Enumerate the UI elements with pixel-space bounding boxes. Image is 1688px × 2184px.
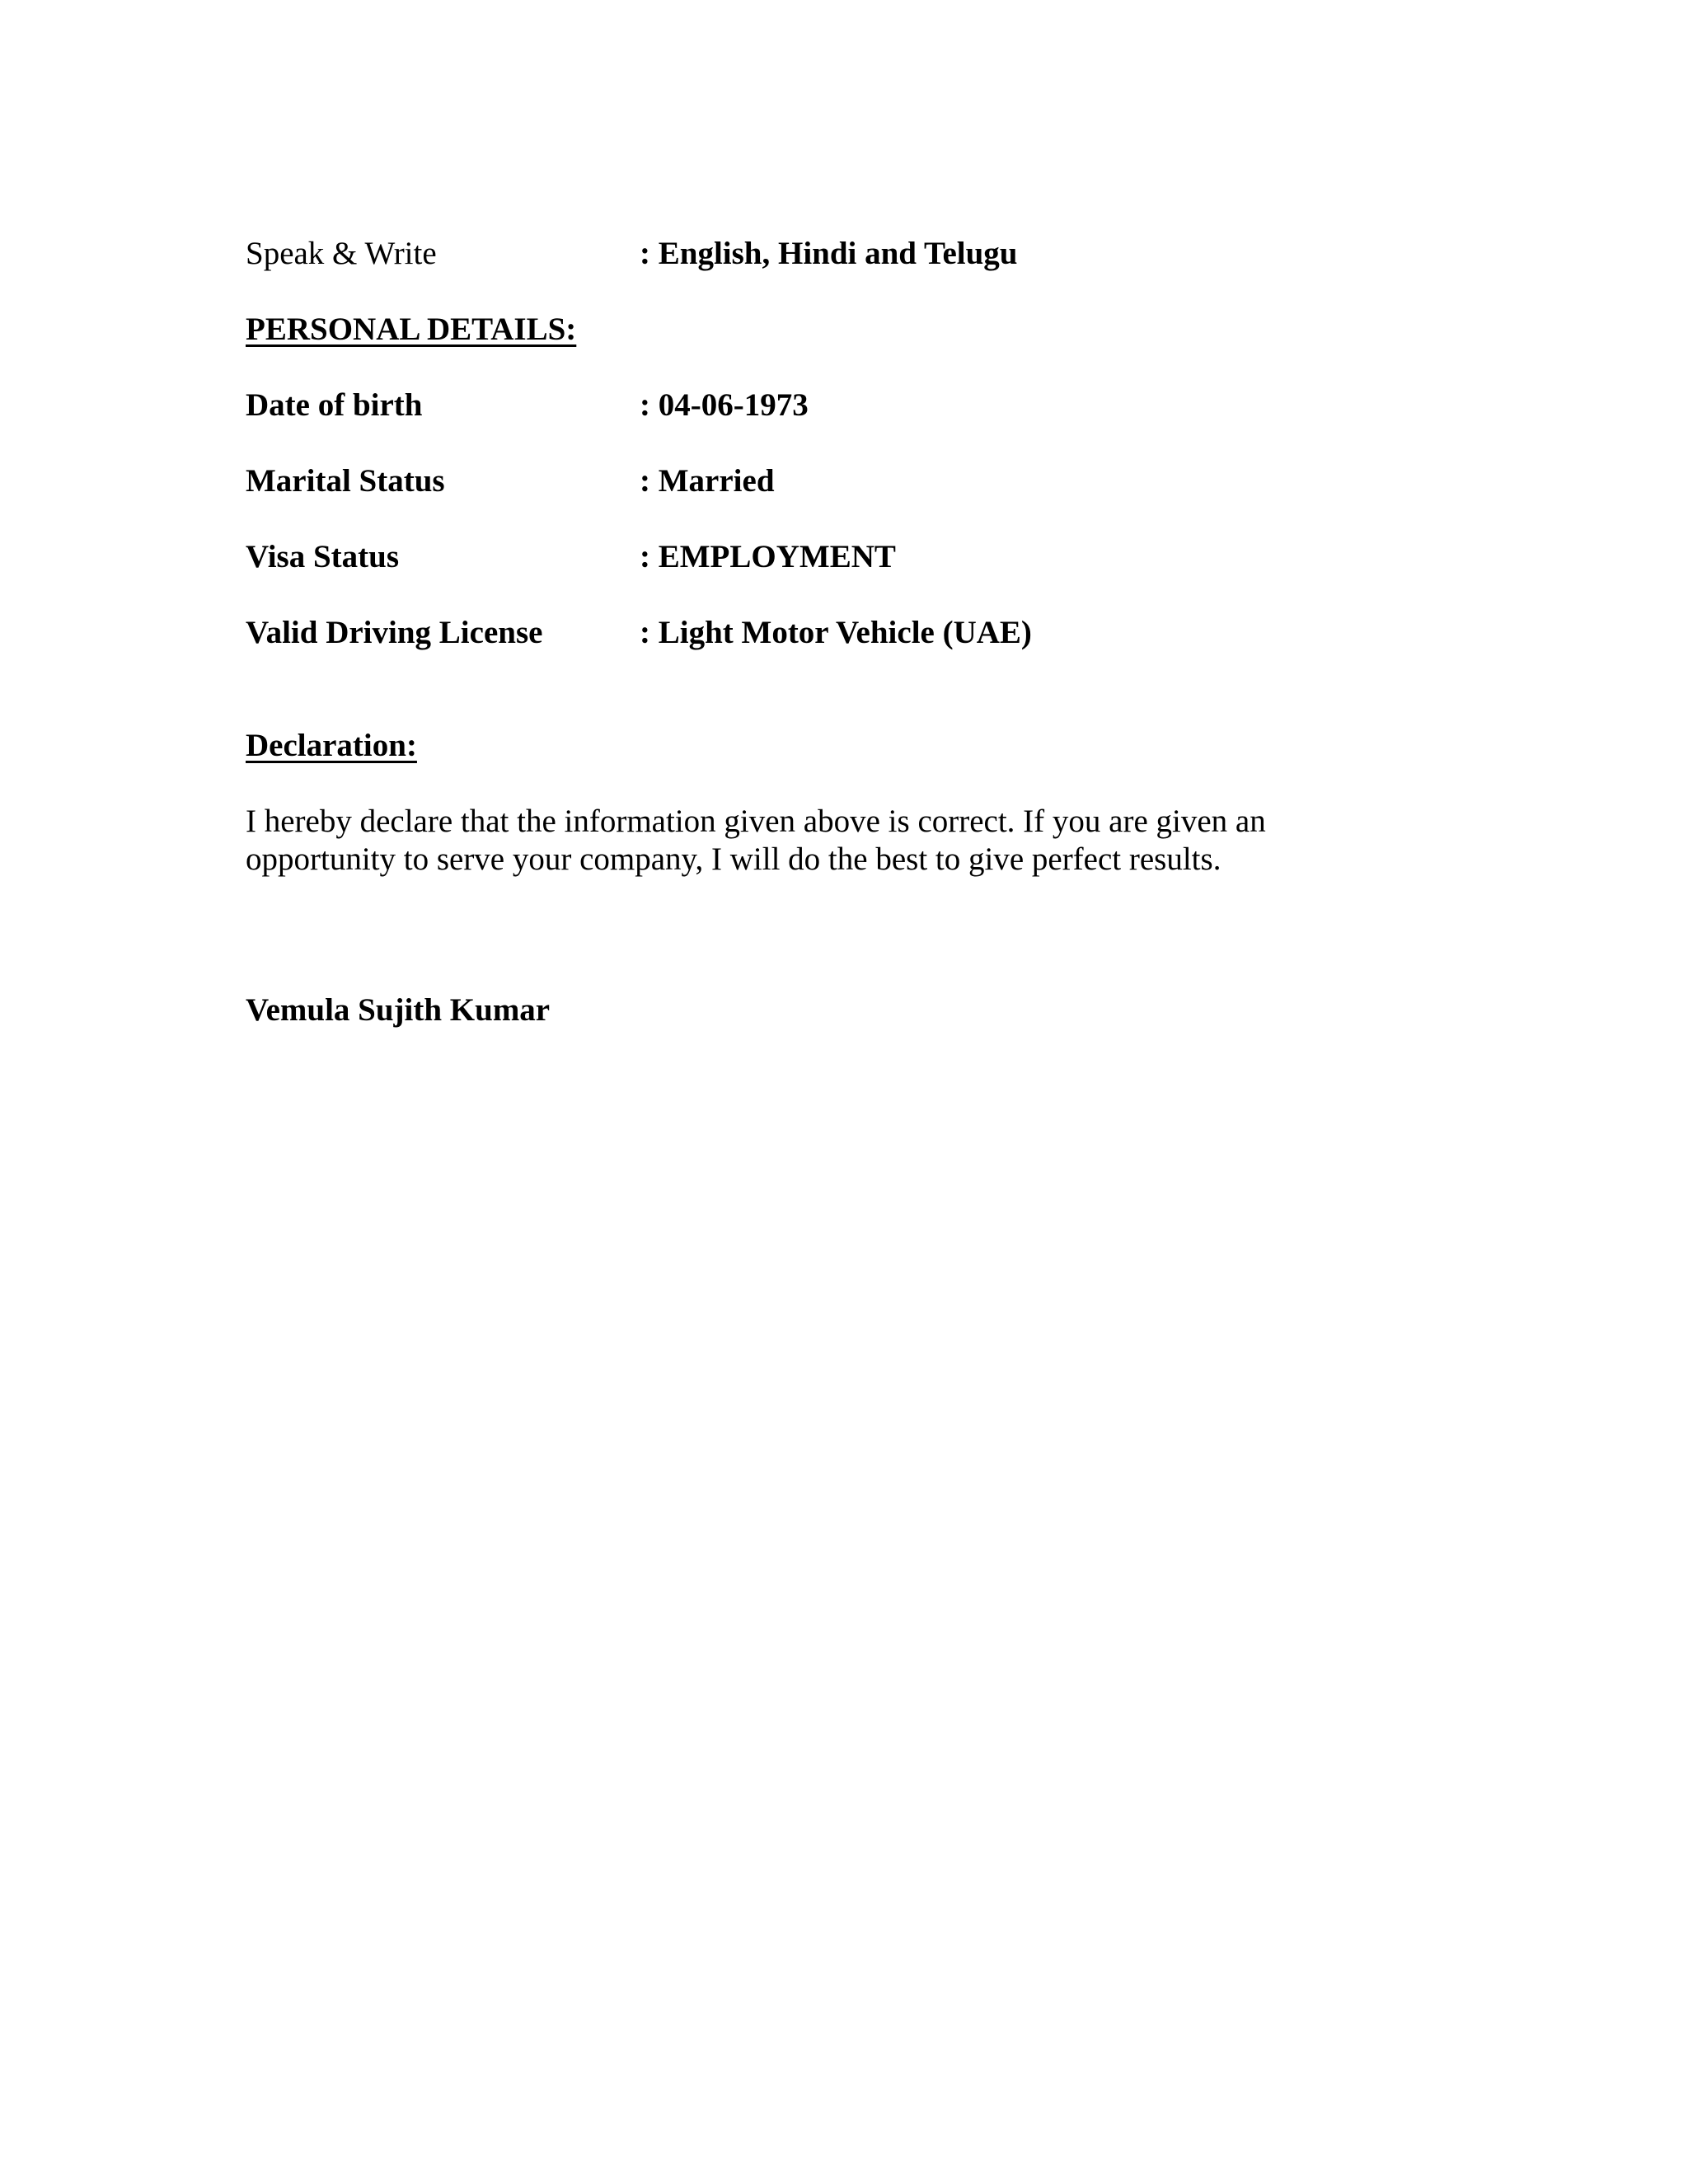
declaration-line-1: I hereby declare that the information given above is correct. If you are given an: [246, 804, 1266, 839]
driving-license-row: [246, 614, 1032, 652]
visa-status-row: [246, 538, 896, 576]
driving-license-label: Valid Driving License: [246, 615, 543, 650]
languages-row: [246, 235, 1018, 273]
date-of-birth-row: [246, 387, 809, 424]
marital-status-row: [246, 462, 775, 500]
marital-status-value: : Married: [640, 463, 775, 499]
declaration-text: [246, 803, 1383, 879]
marital-status-label: Marital Status: [246, 463, 445, 499]
visa-status-value: : EMPLOYMENT: [640, 539, 896, 574]
languages-label: Speak & Write: [246, 236, 437, 271]
visa-status-label: Visa Status: [246, 539, 400, 574]
personal-details-heading: PERSONAL DETAILS:: [246, 312, 577, 347]
declaration-heading: Declaration:: [246, 728, 417, 763]
declaration-line-2: opportunity to serve your company, I will do the best to give perfect results.: [246, 841, 1221, 877]
date-of-birth-value: : 04-06-1973: [640, 387, 809, 423]
date-of-birth-label: Date of birth: [246, 387, 423, 423]
languages-value: : English, Hindi and Telugu: [640, 236, 1018, 271]
driving-license-value: : Light Motor Vehicle (UAE): [640, 615, 1032, 650]
signature-name: Vemula Sujith Kumar: [246, 992, 551, 1028]
